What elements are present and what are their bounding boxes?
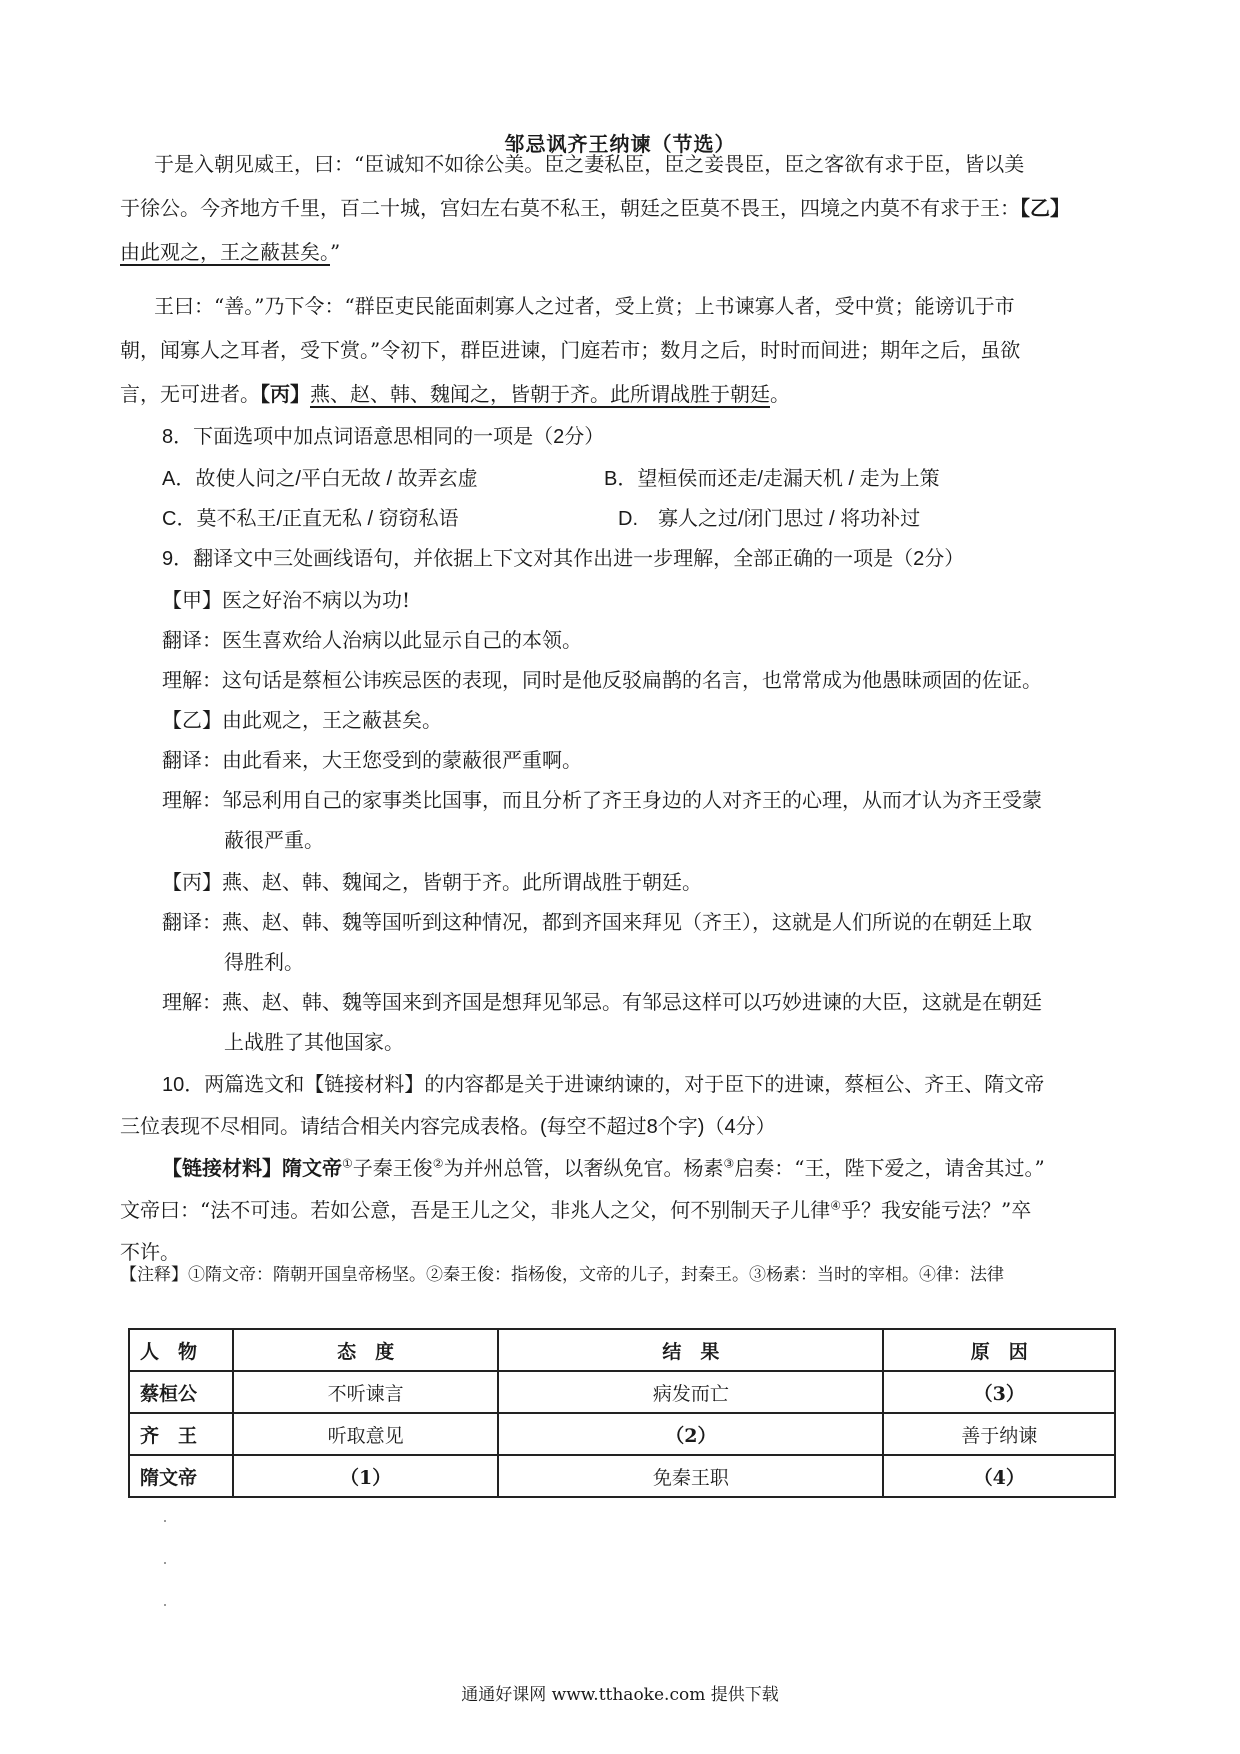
option-C: C．莫不私王/正直无私 / 窃窃私语 [162, 508, 459, 530]
passage-line: 王曰：“善。”乃下令：“群臣吏民能面刺寡人之过者，受上赏；上书谏寡人者，受中赏；能谤讥于市 [154, 294, 1015, 318]
footnote-3: ③ [723, 1156, 735, 1171]
q9-bing-translation: 翻译：燕、赵、韩、魏等国听到这种情况，都到齐国来拜见（齐王），这就是人们所说的在朝廷上取 [162, 912, 1032, 934]
scan-mark [164, 1562, 166, 1564]
table-cell: 齐 王 [129, 1413, 233, 1455]
passage-text: 于徐公。今齐地方千里，百二十城，宫妇左右莫不私王，朝廷之臣莫不畏王，四境之内莫不有求于王： [120, 196, 1020, 220]
label-bing: 【丙】 [260, 382, 310, 406]
passage-line [120, 192, 1070, 221]
question-10-stem-cont: 三位表现不尽相同。请结合相关内容完成表格。(每空不超过8个字)（4分） [120, 1116, 776, 1138]
table-cell: 隋文帝 [129, 1455, 233, 1497]
table-cell: 听取意见 [233, 1413, 498, 1455]
table-cell: 免秦王职 [498, 1455, 883, 1497]
option-B: B．望桓侯而还走/走漏天机 / 走为上策 [604, 468, 940, 490]
link-text: 文帝曰：“法不可违。若如公意，吾是王儿之父，非兆人之父，何不别制天子儿律 [120, 1198, 831, 1222]
question-10-stem: 10．两篇选文和【链接材料】的内容都是关于进谏纳谏的，对于臣下的进谏，蔡桓公、齐王、隋文帝 [162, 1074, 1045, 1096]
q9-bing-understanding-cont: 上战胜了其他国家。 [224, 1032, 404, 1054]
question-8-stem: 8．下面选项中加点词语意思相同的一项是（2分） [162, 426, 605, 448]
table-header-row [129, 1329, 1115, 1371]
footer-credit: 通通好课网 www.tthaoke.com 提供下载 [461, 1685, 779, 1705]
q9-yi-understanding-cont: 蔽很严重。 [224, 830, 324, 852]
link-material-line [120, 1194, 1031, 1223]
footnote-1: ① [342, 1156, 353, 1171]
table-cell: 不听谏言 [233, 1371, 498, 1413]
table-blank-cell: （2） [498, 1413, 883, 1455]
q9-bing-translation-cont: 得胜利。 [224, 952, 304, 974]
option-A: A．故使人问之/平白无故 / 故弄玄虚 [162, 468, 478, 490]
q9-bing-sentence: 【丙】燕、赵、韩、魏闻之，皆朝于齐。此所谓战胜于朝廷。 [162, 872, 702, 894]
table-blank-cell: （4） [883, 1455, 1115, 1497]
table-header: 态 度 [233, 1329, 498, 1371]
footnote-2: ② [432, 1156, 444, 1171]
passage-line [120, 236, 340, 265]
option-D: D. 寡人之过/闭门思过 / 将功补过 [618, 508, 921, 530]
q9-yi-translation: 翻译：由此看来，大王您受到的蒙蔽很严重啊。 [162, 750, 582, 772]
passage-title: 邹忌讽齐王纳谏（节选） [504, 132, 736, 156]
scan-mark [164, 1604, 166, 1606]
footnote-4: ④ [830, 1198, 841, 1213]
answer-table [128, 1328, 1116, 1498]
question-9-stem: 9．翻译文中三处画线语句，并依据上下文对其作出进一步理解，全部正确的一项是（2分） [162, 548, 965, 570]
link-text: 乎？我安能亏法？”卒 [841, 1198, 1032, 1222]
q9-yi-sentence: 【乙】由此观之，王之蔽甚矣。 [162, 710, 442, 732]
passage-text: ” [330, 240, 341, 264]
table-cell: 病发而亡 [498, 1371, 883, 1413]
q9-jia-understanding: 理解：这句话是蔡桓公讳疾忌医的表现，同时是他反驳扁鹊的名言，也常常成为他愚昧顽固的佐证。 [162, 670, 1042, 692]
table-header: 人 物 [129, 1329, 233, 1371]
passage-line: 于是入朝见威王，曰：“臣诚知不如徐公美。臣之妻私臣，臣之妾畏臣，臣之客欲有求于臣，皆以美 [154, 152, 1025, 176]
table-cell: 善于纳谏 [883, 1413, 1115, 1455]
passage-text: 言，无可进者。 [120, 382, 260, 406]
underlined-sentence-bing: 燕、赵、韩、魏闻之，皆朝于齐。此所谓战胜于朝廷 [310, 382, 770, 406]
link-text: 子秦王俊 [352, 1156, 433, 1180]
link-material-line: 不许。 [120, 1240, 180, 1264]
q9-jia-sentence: 【甲】医之好治不病以为功! [162, 588, 411, 612]
table-row [129, 1413, 1115, 1455]
q9-jia-translation: 翻译：医生喜欢给人治病以此显示自己的本领。 [162, 630, 582, 652]
passage-text: 。 [770, 382, 790, 406]
link-text: 为并州总管，以奢纵免官。杨素 [443, 1156, 724, 1180]
link-material-line [162, 1152, 1045, 1181]
passage-line: 朝，闻寡人之耳者，受下赏。”令初下，群臣进谏，门庭若市；数月之后，时时而间进；期年之后，虽欲 [120, 338, 1021, 362]
label-yi: 【乙】 [1020, 196, 1070, 220]
table-cell: 蔡桓公 [129, 1371, 233, 1413]
q9-yi-understanding: 理解：邹忌利用自己的家事类比国事，而且分析了齐王身边的人对齐王的心理，从而才认为齐王受蒙 [162, 790, 1042, 812]
underlined-sentence-yi: 由此观之，王之蔽甚矣。 [120, 240, 330, 264]
table-blank-cell: （3） [883, 1371, 1115, 1413]
annotation-note: 【注释】①隋文帝：隋朝开国皇帝杨坚。②秦王俊：指杨俊，文帝的儿子，封秦王。③杨素：当时的宰相。④律：法律 [120, 1265, 1004, 1285]
passage-line [120, 378, 790, 407]
link-text: 启奏：“王，陛下爱之，请舍其过。” [734, 1156, 1045, 1180]
table-header: 原 因 [883, 1329, 1115, 1371]
table-row [129, 1371, 1115, 1413]
table-header: 结 果 [498, 1329, 883, 1371]
link-material-label: 【链接材料】隋文帝 [162, 1156, 342, 1180]
q9-bing-understanding: 理解：燕、赵、韩、魏等国来到齐国是想拜见邹忌。有邹忌这样可以巧妙进谏的大臣，这就是在朝廷 [162, 992, 1042, 1014]
table-blank-cell: （1） [233, 1455, 498, 1497]
scan-mark [164, 1520, 166, 1522]
table-row [129, 1455, 1115, 1497]
